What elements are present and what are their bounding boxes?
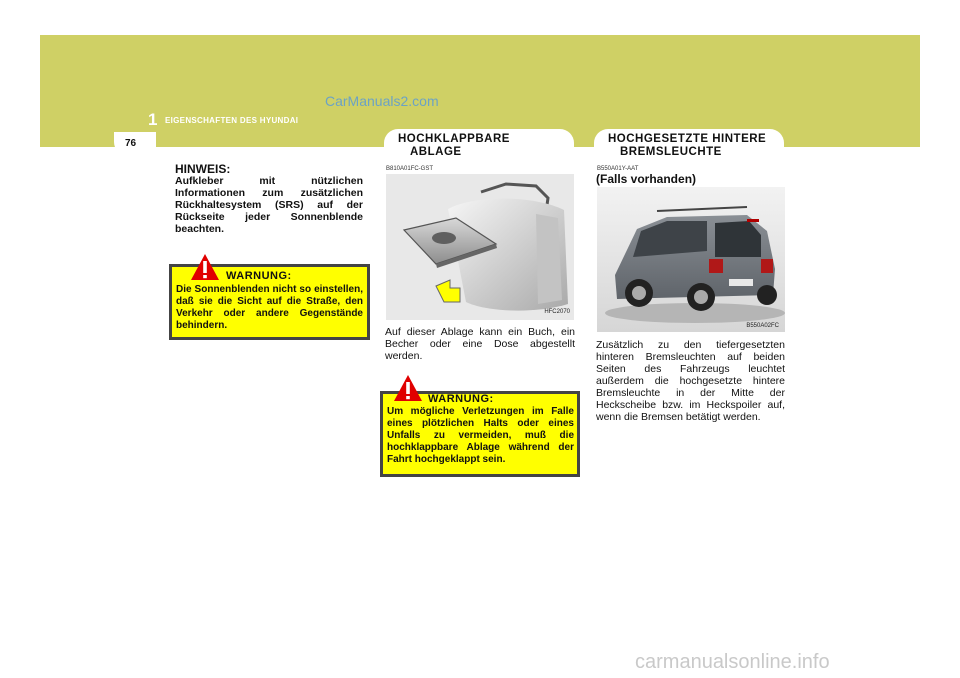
tray-description: Auf dieser Ablage kann ein Buch, ein Becher oder eine Dose abgestellt werden. bbox=[385, 326, 575, 362]
watermark-link[interactable]: CarManuals2.com bbox=[325, 93, 439, 109]
warning-box-sunvisor bbox=[169, 264, 370, 340]
hint-title: HINWEIS: bbox=[175, 162, 231, 176]
section-heading-bremsleuchte bbox=[594, 129, 784, 163]
warning-triangle-icon bbox=[393, 374, 423, 402]
tray-photo bbox=[386, 174, 574, 320]
chapter-title: EIGENSCHAFTEN DES HYUNDAI bbox=[165, 116, 299, 125]
warning-title: WARNUNG: bbox=[226, 270, 292, 282]
warning-text: Die Sonnenblenden nicht so einstellen, daß sie die Sicht auf die Straße, den Verkehr oder andere Gegenstände behindern. bbox=[176, 284, 363, 331]
tray-illustration bbox=[386, 174, 574, 320]
brakelight-description: Zusätzlich zu den tiefergesetzten hinteren Bremsleuchten auf beiden Seiten des Fahrzeugs leuchtet außerdem die hochgesetzte hintere Bremsleuchte in der Mitte der Heckscheibe bzw. im Heckspoiler auf, wenn die Bremsen betätigt werden. bbox=[596, 339, 785, 423]
image-code: HFC2070 bbox=[544, 309, 570, 315]
warning-title: WARNUNG: bbox=[428, 393, 494, 405]
warning-triangle-icon bbox=[190, 253, 220, 281]
section-code: B550A01Y-AAT bbox=[597, 166, 639, 172]
car-photo bbox=[597, 187, 785, 332]
heading-line-2: BREMSLEUCHTE bbox=[620, 146, 722, 158]
heading-line-1: HOCHKLAPPBARE bbox=[398, 133, 510, 145]
warning-text: Um mögliche Verletzungen im Falle eines plötzlichen Halts oder eines Unfalls zu vermeiden, muß die hochklappbare Ablage während der Fahrt hochgeklappt sein. bbox=[387, 406, 574, 465]
heading-line-2: ABLAGE bbox=[410, 146, 462, 158]
section-subtitle: (Falls vorhanden) bbox=[596, 172, 697, 186]
car-illustration bbox=[597, 187, 785, 332]
warning-box-tray bbox=[380, 391, 580, 477]
section-heading-ablage bbox=[384, 129, 574, 163]
hint-text: Aufkleber mit nützlichen Informationen zum zusätzlichen Rückhaltesystem (SRS) auf der Rückseite jeder Sonnenblende beachten. bbox=[175, 175, 363, 235]
footer-site-link[interactable]: carmanualsonline.info bbox=[635, 651, 830, 673]
heading-line-1: HOCHGESETZTE HINTERE bbox=[608, 133, 767, 145]
section-code: B810A01FC-GST bbox=[386, 166, 434, 172]
chapter-number: 1 bbox=[148, 110, 158, 129]
page-number: 76 bbox=[125, 138, 137, 149]
image-code: B550A02FC bbox=[746, 323, 779, 329]
